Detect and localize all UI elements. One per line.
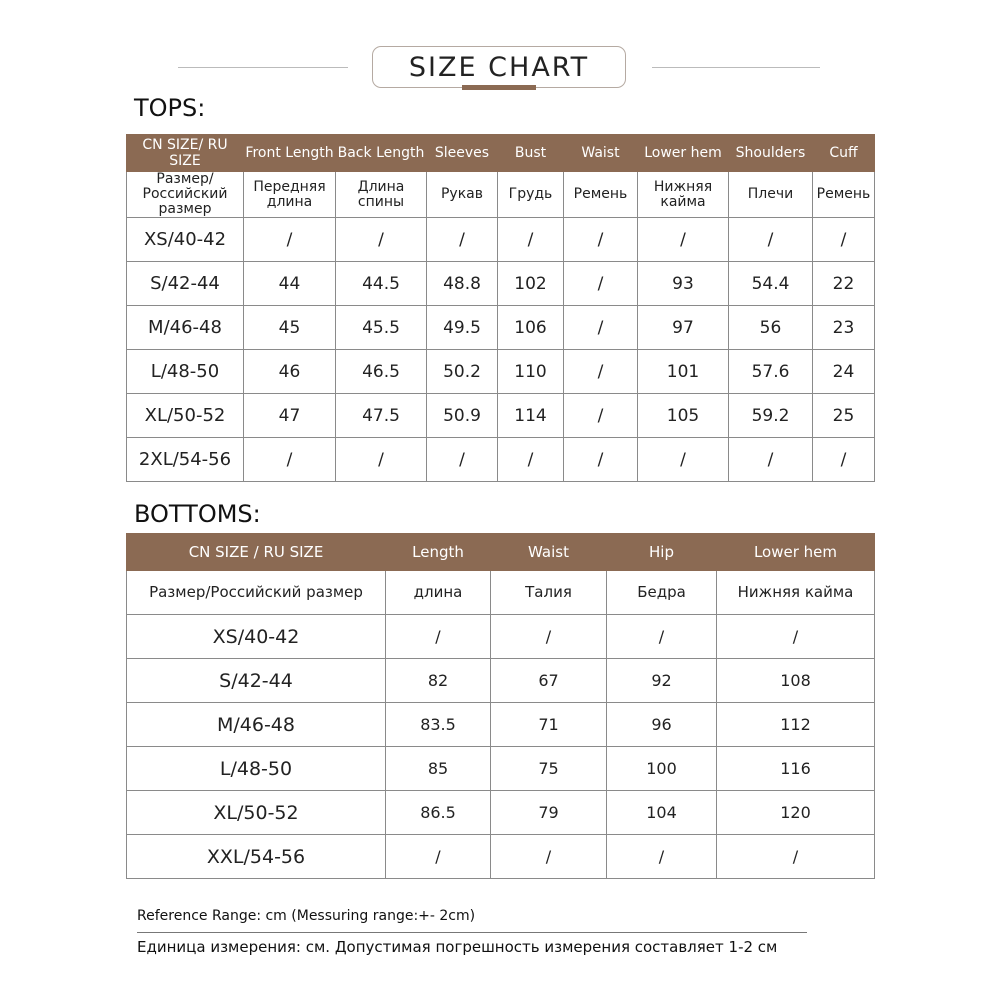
page-title-text: SIZE CHART xyxy=(408,51,590,83)
bottoms-ru-header-cell: Талия xyxy=(491,571,607,615)
size-cell: S/42-44 xyxy=(127,262,244,306)
value-cell: 79 xyxy=(491,791,607,835)
bottoms-header-cell: Lower hem xyxy=(717,534,875,571)
bottoms-header-cell: Waist xyxy=(491,534,607,571)
value-cell: 50.2 xyxy=(427,350,498,394)
tops-ru-header-cell: Ремень xyxy=(813,172,875,218)
value-cell: / xyxy=(564,218,638,262)
table-row xyxy=(127,394,875,438)
tops-ru-header-cell: Ремень xyxy=(564,172,638,218)
tops-ru-header-cell: Длина спины xyxy=(336,172,427,218)
tops-header-cell: Waist xyxy=(564,135,638,172)
value-cell: / xyxy=(813,218,875,262)
tops-ru-header-cell: Рукав xyxy=(427,172,498,218)
value-cell: / xyxy=(244,218,336,262)
value-cell: 112 xyxy=(717,703,875,747)
value-cell: 59.2 xyxy=(729,394,813,438)
value-cell: 102 xyxy=(498,262,564,306)
value-cell: / xyxy=(564,306,638,350)
value-cell: 82 xyxy=(386,659,491,703)
value-cell: / xyxy=(491,835,607,879)
value-cell: 57.6 xyxy=(729,350,813,394)
bottoms-label: BOTTOMS: xyxy=(134,500,261,528)
value-cell: 22 xyxy=(813,262,875,306)
bottoms-ru-header-row xyxy=(127,571,875,615)
value-cell: 83.5 xyxy=(386,703,491,747)
table-row xyxy=(127,659,875,703)
size-cell: L/48-50 xyxy=(127,747,386,791)
tops-header-cell: Front Length xyxy=(244,135,336,172)
value-cell: 97 xyxy=(638,306,729,350)
value-cell: / xyxy=(564,438,638,482)
value-cell: 45.5 xyxy=(336,306,427,350)
value-cell: / xyxy=(427,438,498,482)
value-cell: 106 xyxy=(498,306,564,350)
size-cell: XS/40-42 xyxy=(127,218,244,262)
value-cell: 23 xyxy=(813,306,875,350)
value-cell: / xyxy=(427,218,498,262)
value-cell: / xyxy=(336,438,427,482)
value-cell: 56 xyxy=(729,306,813,350)
value-cell: 114 xyxy=(498,394,564,438)
value-cell: 54.4 xyxy=(729,262,813,306)
tops-header-cell: CN SIZE/ RU SIZE xyxy=(127,135,244,172)
value-cell: 92 xyxy=(607,659,717,703)
table-row xyxy=(127,703,875,747)
value-cell: 93 xyxy=(638,262,729,306)
tops-header-cell: Shoulders xyxy=(729,135,813,172)
value-cell: 44 xyxy=(244,262,336,306)
value-cell: 105 xyxy=(638,394,729,438)
value-cell: 24 xyxy=(813,350,875,394)
value-cell: / xyxy=(564,262,638,306)
tops-ru-header-cell: Грудь xyxy=(498,172,564,218)
value-cell: / xyxy=(607,615,717,659)
size-cell: XS/40-42 xyxy=(127,615,386,659)
value-cell: 85 xyxy=(386,747,491,791)
tops-size-table xyxy=(126,134,875,482)
value-cell: / xyxy=(813,438,875,482)
tops-header-cell: Lower hem xyxy=(638,135,729,172)
value-cell: / xyxy=(717,615,875,659)
bottoms-ru-header-cell: длина xyxy=(386,571,491,615)
tops-header-cell: Sleeves xyxy=(427,135,498,172)
value-cell: / xyxy=(244,438,336,482)
table-row xyxy=(127,350,875,394)
value-cell: / xyxy=(491,615,607,659)
value-cell: / xyxy=(638,438,729,482)
table-row xyxy=(127,438,875,482)
value-cell: / xyxy=(386,835,491,879)
value-cell: 49.5 xyxy=(427,306,498,350)
value-cell: / xyxy=(717,835,875,879)
title-accent-bar xyxy=(462,85,536,90)
bottoms-ru-header-cell: Нижняя кайма xyxy=(717,571,875,615)
value-cell: / xyxy=(607,835,717,879)
value-cell: 46.5 xyxy=(336,350,427,394)
table-row xyxy=(127,835,875,879)
note-divider xyxy=(137,932,807,933)
tops-ru-header-cell: Плечи xyxy=(729,172,813,218)
tops-label: TOPS: xyxy=(134,94,206,122)
reference-note-ru: Единица измерения: см. Допустимая погрешность измерения составляет 1-2 см xyxy=(137,938,778,956)
value-cell: / xyxy=(729,218,813,262)
size-cell: S/42-44 xyxy=(127,659,386,703)
tops-ru-header-cell: Передняя длина xyxy=(244,172,336,218)
table-row xyxy=(127,747,875,791)
value-cell: 45 xyxy=(244,306,336,350)
page-title xyxy=(372,46,626,88)
size-cell: XL/50-52 xyxy=(127,791,386,835)
table-row xyxy=(127,791,875,835)
value-cell: / xyxy=(498,218,564,262)
size-cell: XL/50-52 xyxy=(127,394,244,438)
value-cell: 47 xyxy=(244,394,336,438)
tops-header-cell: Bust xyxy=(498,135,564,172)
value-cell: 48.8 xyxy=(427,262,498,306)
title-rule-right xyxy=(652,67,820,68)
value-cell: 47.5 xyxy=(336,394,427,438)
value-cell: 104 xyxy=(607,791,717,835)
size-cell: M/46-48 xyxy=(127,703,386,747)
value-cell: 44.5 xyxy=(336,262,427,306)
value-cell: / xyxy=(638,218,729,262)
size-cell: 2XL/54-56 xyxy=(127,438,244,482)
value-cell: / xyxy=(498,438,564,482)
value-cell: / xyxy=(729,438,813,482)
value-cell: 25 xyxy=(813,394,875,438)
size-cell: XXL/54-56 xyxy=(127,835,386,879)
value-cell: 110 xyxy=(498,350,564,394)
tops-header-cell: Back Length xyxy=(336,135,427,172)
value-cell: / xyxy=(386,615,491,659)
table-row xyxy=(127,306,875,350)
value-cell: 86.5 xyxy=(386,791,491,835)
bottoms-header-cell: Length xyxy=(386,534,491,571)
value-cell: 71 xyxy=(491,703,607,747)
value-cell: 120 xyxy=(717,791,875,835)
bottoms-header-cell: CN SIZE / RU SIZE xyxy=(127,534,386,571)
tops-header-row xyxy=(127,135,875,172)
value-cell: 67 xyxy=(491,659,607,703)
table-row xyxy=(127,262,875,306)
title-rule-left xyxy=(178,67,348,68)
value-cell: 50.9 xyxy=(427,394,498,438)
tops-header-cell: Cuff xyxy=(813,135,875,172)
value-cell: 108 xyxy=(717,659,875,703)
bottoms-size-table xyxy=(126,533,875,879)
value-cell: 75 xyxy=(491,747,607,791)
bottoms-header-row xyxy=(127,534,875,571)
size-cell: L/48-50 xyxy=(127,350,244,394)
table-row xyxy=(127,615,875,659)
table-row xyxy=(127,218,875,262)
bottoms-header-cell: Hip xyxy=(607,534,717,571)
value-cell: 100 xyxy=(607,747,717,791)
value-cell: / xyxy=(336,218,427,262)
size-cell: M/46-48 xyxy=(127,306,244,350)
tops-ru-header-cell: Размер/ Российский размер xyxy=(127,172,244,218)
value-cell: 46 xyxy=(244,350,336,394)
bottoms-ru-header-cell: Бедра xyxy=(607,571,717,615)
bottoms-ru-header-cell: Размер/Российский размер xyxy=(127,571,386,615)
value-cell: 101 xyxy=(638,350,729,394)
value-cell: 96 xyxy=(607,703,717,747)
value-cell: / xyxy=(564,350,638,394)
value-cell: 116 xyxy=(717,747,875,791)
tops-ru-header-row xyxy=(127,172,875,218)
tops-ru-header-cell: Нижняя кайма xyxy=(638,172,729,218)
reference-note-en: Reference Range: cm (Messuring range:+- 2cm) xyxy=(137,908,476,924)
value-cell: / xyxy=(564,394,638,438)
